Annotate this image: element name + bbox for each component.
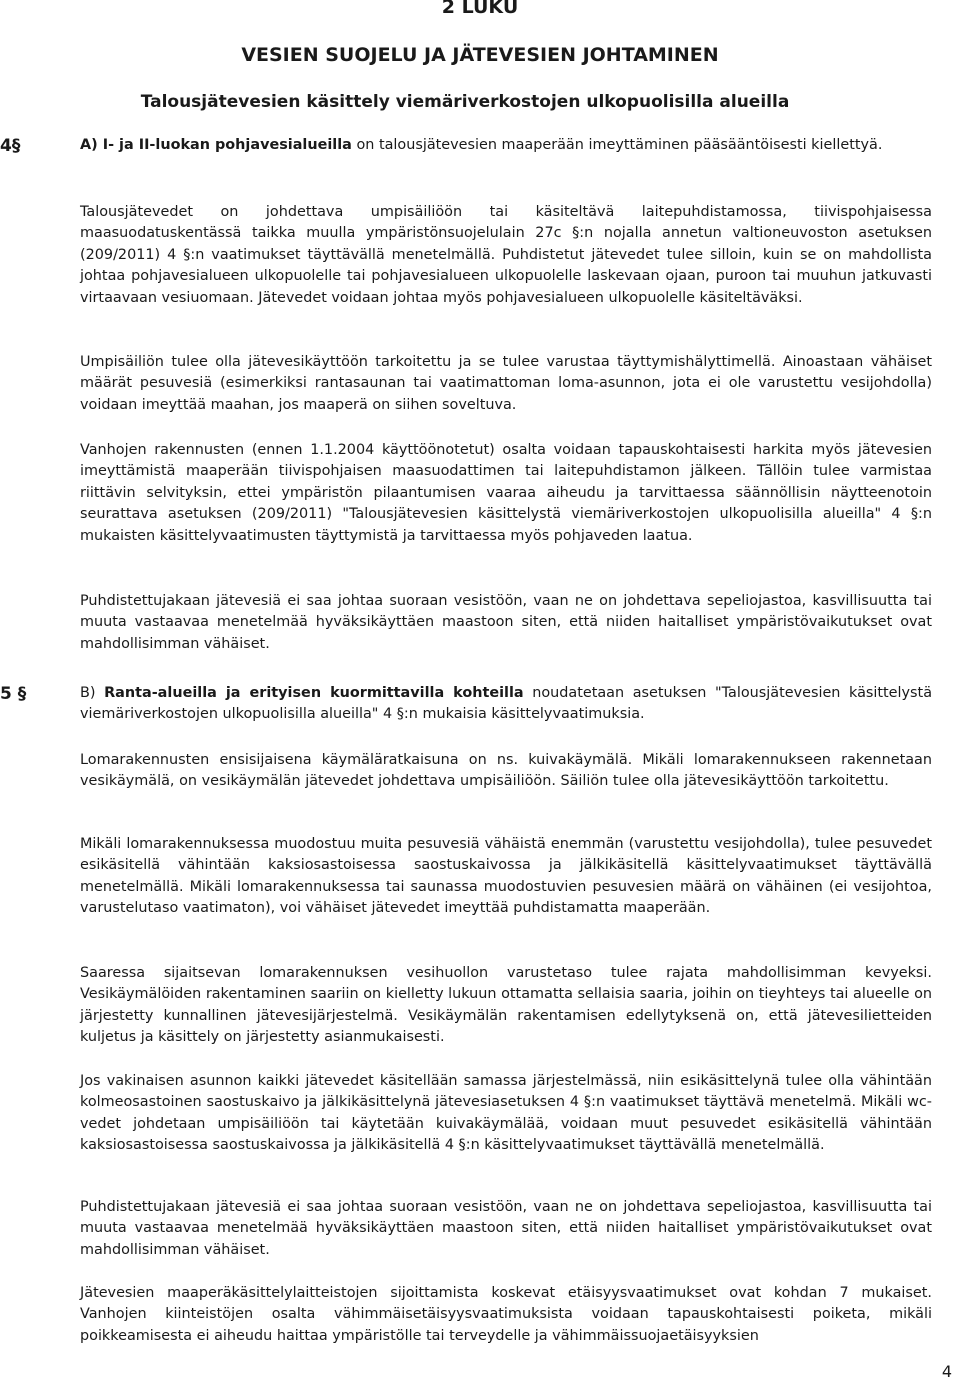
section-number-4: 4§	[0, 136, 21, 156]
section-number-5: 5 §	[0, 684, 27, 704]
paragraph-text: on talousjätevesien maaperään imeyttäminen pääsääntöisesti kiellettyä.	[351, 137, 883, 153]
paragraph: Puhdistettujakaan jätevesiä ei saa johtaa suoraan vesistöön, vaan ne on johdettava sepeliojastoa, kasvillisuutta tai muuta vastaavaa menetelmää hyväksikäyttäen maastoon siten, että niiden haitalliset ympäristövaikutukset ovat mahdollisimman vähäiset.	[80, 1199, 932, 1258]
paragraph: Jätevesien maaperäkäsittelylaitteistojen sijoittamista koskevat etäisyysvaatimukset ovat kohdan 7 mukaiset. Vanhojen kiinteistöjen osalta vähimmäisetäisyysvaatimuksista voidaan tapauskohtaisesti poiketa, mikäli poikkeamisesta ei aiheudu haittaa ympäristölle tai terveydelle ja vähimmäissuojaetäisyyksien	[80, 1285, 932, 1344]
paragraph-text: noudatetaan asetuksen "Talousjätevesien käsittelystä viemäriverkostojen ulkopuolisilla alueilla" 4 §:n mukaisia käsittelyvaatimuksia.	[80, 685, 933, 723]
paragraph: Umpisäiliön tulee olla jätevesikäyttöön tarkoitettu ja se tulee varustaa täyttymishälyttimellä. Ainoastaan vähäiset määrät pesuvesiä (esimerkiksi rantasaunan tai vaatimattoman loma-asunnon, jota ei ole varustettu vesijohdolla) voidaan imeyttää maahan, jos maaperä on siihen soveltuva.	[80, 354, 932, 413]
paragraph	[80, 135, 932, 156]
chapter-heading: 2 LUKU	[441, 0, 519, 18]
paragraph-lead: A) I- ja II-luokan pohjavesialueilla	[80, 137, 352, 153]
paragraph: Lomarakennusten ensisijaisena käymäläratkaisuna on ns. kuivakäymälä. Mikäli lomarakennukseen rakennetaan vesikäymälä, on vesikäymälän jätevedet johdettava umpisäiliöön. Säiliön tulee olla jätevesikäyttöön tarkoitettu.	[80, 752, 932, 790]
paragraph: Vanhojen rakennusten (ennen 1.1.2004 käyttöönotetut) osalta voidaan tapauskohtaisesti harkita myös jätevesien imeyttämistä maaperään tiivispohjaisen maasuodattimen tai laitepuhdistamon jälkeen. Tällöin tulee varmistaa riittävin selvityksin, ettei ympäristön pilaantumisen vaaraa aiheudu ja tarvittaessa säännöllisin näytteenotoin seurattava asetuksen (209/2011) "Talousjätevesien käsittelystä viemäriverkostojen ulkopuolisilla alueilla" 4 §:n mukaisten käsittelyvaatimusten täyttymistä ja tarvittaessa myös pohjaveden laatua.	[80, 442, 932, 544]
paragraph: Jos vakinaisen asunnon kaikki jätevedet käsitellään samassa järjestelmässä, niin esikäsittelynä tulee olla vähintään kolmeosastoinen saostuskaivo ja jälkikäsittelynä jätevesiasetuksen 4 §:n vaatimukset täyttävä menetelmä. Mikäli wc-vedet johdetaan umpisäiliöön tai käytetään kuivakäymälää, voidaan muut pesuvedet esikäsitellä vähintään kaksiosastoisessa saostuskaivossa ja jälkikäsitellä 4 §:n käsittelyvaatimukset täyttävällä menetelmällä.	[80, 1073, 932, 1154]
paragraph: Puhdistettujakaan jätevesiä ei saa johtaa suoraan vesistöön, vaan ne on johdettava sepeliojastoa, kasvillisuutta tai muuta vastaavaa menetelmää hyväksikäyttäen maastoon siten, että niiden haitalliset ympäristövaikutukset ovat mahdollisimman vähäiset.	[80, 593, 932, 652]
paragraph-lead: Ranta-alueilla ja erityisen kuormittavilla kohteilla	[104, 685, 524, 701]
section-subtitle: Talousjätevesien käsittely viemäriverkostojen ulkopuolisilla alueilla	[140, 92, 790, 112]
paragraph: Talousjätevedet on johdettava umpisäiliöön tai käsiteltävä laitepuhdistamossa, tiivispohjaisessa maasuodatuskentässä taikka muulla ympäristönsuojelulain 27c §:n nojalla annetun valtioneuvoston asetuksen (209/2011) 4 §:n vaatimukset täyttävällä menetelmällä. Puhdistetut jätevedet tulee silloin, kuin se on mahdollista johtaa pohjavesialueen ulkopuolelle tai pohjavesialueen ulkopuolelle laskevaan ojaan, puroon tai muuhun jatkuvasti virtaavaan vesiuomaan. Jätevedet voidaan johtaa myös pohjavesialueen ulkopuolelle käsiteltäväksi.	[80, 204, 932, 306]
paragraph: Saaressa sijaitsevan lomarakennuksen vesihuollon varustetaso tulee rajata mahdollisimman kevyeksi. Vesikäymälöiden rakentaminen saariin on kielletty lukuun ottamatta sellaisia saaria, joihin on tieyhteys tai alueelle on järjestetty kunnallinen jätevesijärjestelmä. Vesikäymälän rakentamisen edellytyksenä on, että jätevesilietteiden kuljetus ja käsittely on järjestetty asianmukaisesti.	[80, 965, 932, 1046]
paragraph	[80, 683, 932, 726]
page-number: 4	[941, 1362, 952, 1381]
page-title: VESIEN SUOJELU JA JÄTEVESIEN JOHTAMINEN	[241, 44, 719, 66]
paragraph-lead-plain: B)	[80, 685, 105, 701]
paragraph: Mikäli lomarakennuksessa muodostuu muita pesuvesiä vähäistä enemmän (varustettu vesijohdolla), tulee pesuvedet esikäsitellä vähintään kaksiosastoisessa saostuskaivossa ja jälkikäsitellä käsittelyvaatimukset täyttävällä menetelmällä. Mikäli lomarakennuksessa tai saunassa muodostuvien pesuvesien määrä on vähäinen (ei vesijohtoa, varustelutaso vaatimaton), voi vähäiset jätevedet imeyttää puhdistamatta maaperään.	[80, 836, 932, 917]
